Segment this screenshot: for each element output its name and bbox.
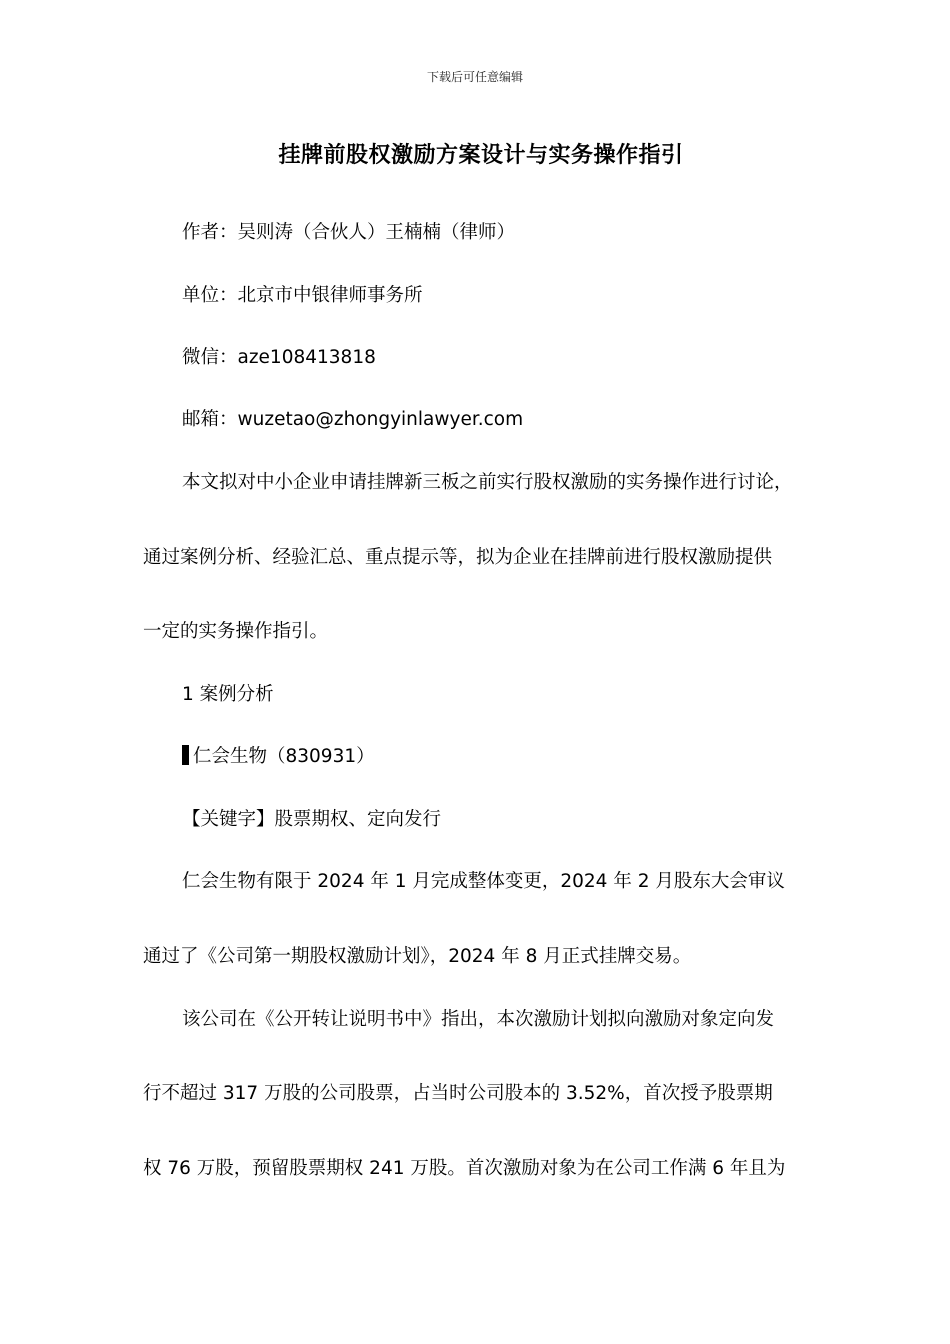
para2-line-2: 行不超过 317 万股的公司股票，占当时公司股本的 3.52%，首次授予股票期 bbox=[143, 1083, 773, 1104]
intro-line-2: 通过案例分析、经验汇总、重点提示等，拟为企业在挂牌前进行股权激励提供 bbox=[143, 547, 773, 568]
keywords-line: 【关键字】股票期权、定向发行 bbox=[182, 809, 442, 830]
header-note: 下载后可任意编辑 bbox=[426, 70, 523, 84]
document-title: 挂牌前股权激励方案设计与实务操作指引 bbox=[278, 143, 684, 168]
para2-line-3: 权 76 万股，预留股票期权 241 万股。首次激励对象为在公司工作满 6 年且为 bbox=[143, 1158, 786, 1179]
email-line: 邮箱：wuzetao@zhongyinlawyer.com bbox=[182, 409, 524, 430]
para2-line-1: 该公司在《公开转让说明书中》指出，本次激励计划拟向激励对象定向发 bbox=[182, 1009, 775, 1030]
para1-line-2: 通过了《公司第一期股权激励计划》，2024 年 8 月正式挂牌交易。 bbox=[143, 946, 692, 967]
section-heading: 1 案例分析 bbox=[182, 684, 274, 705]
unit-line: 单位：北京市中银律师事务所 bbox=[182, 285, 423, 306]
intro-line-1: 本文拟对中小企业申请挂牌新三板之前实行股权激励的实务操作进行讨论， bbox=[182, 472, 793, 493]
wechat-line: 微信：aze108413818 bbox=[182, 347, 376, 368]
section-marker-icon bbox=[182, 745, 189, 765]
case-title-text: 仁会生物（830931） bbox=[193, 746, 375, 767]
author-line: 作者：吴则涛（合伙人）王楠楠（律师） bbox=[182, 222, 516, 243]
para1-line-1: 仁会生物有限于 2024 年 1 月完成整体变更，2024 年 2 月股东大会审议 bbox=[182, 871, 785, 892]
intro-line-3: 一定的实务操作指引。 bbox=[143, 621, 329, 642]
case-title bbox=[182, 745, 375, 769]
